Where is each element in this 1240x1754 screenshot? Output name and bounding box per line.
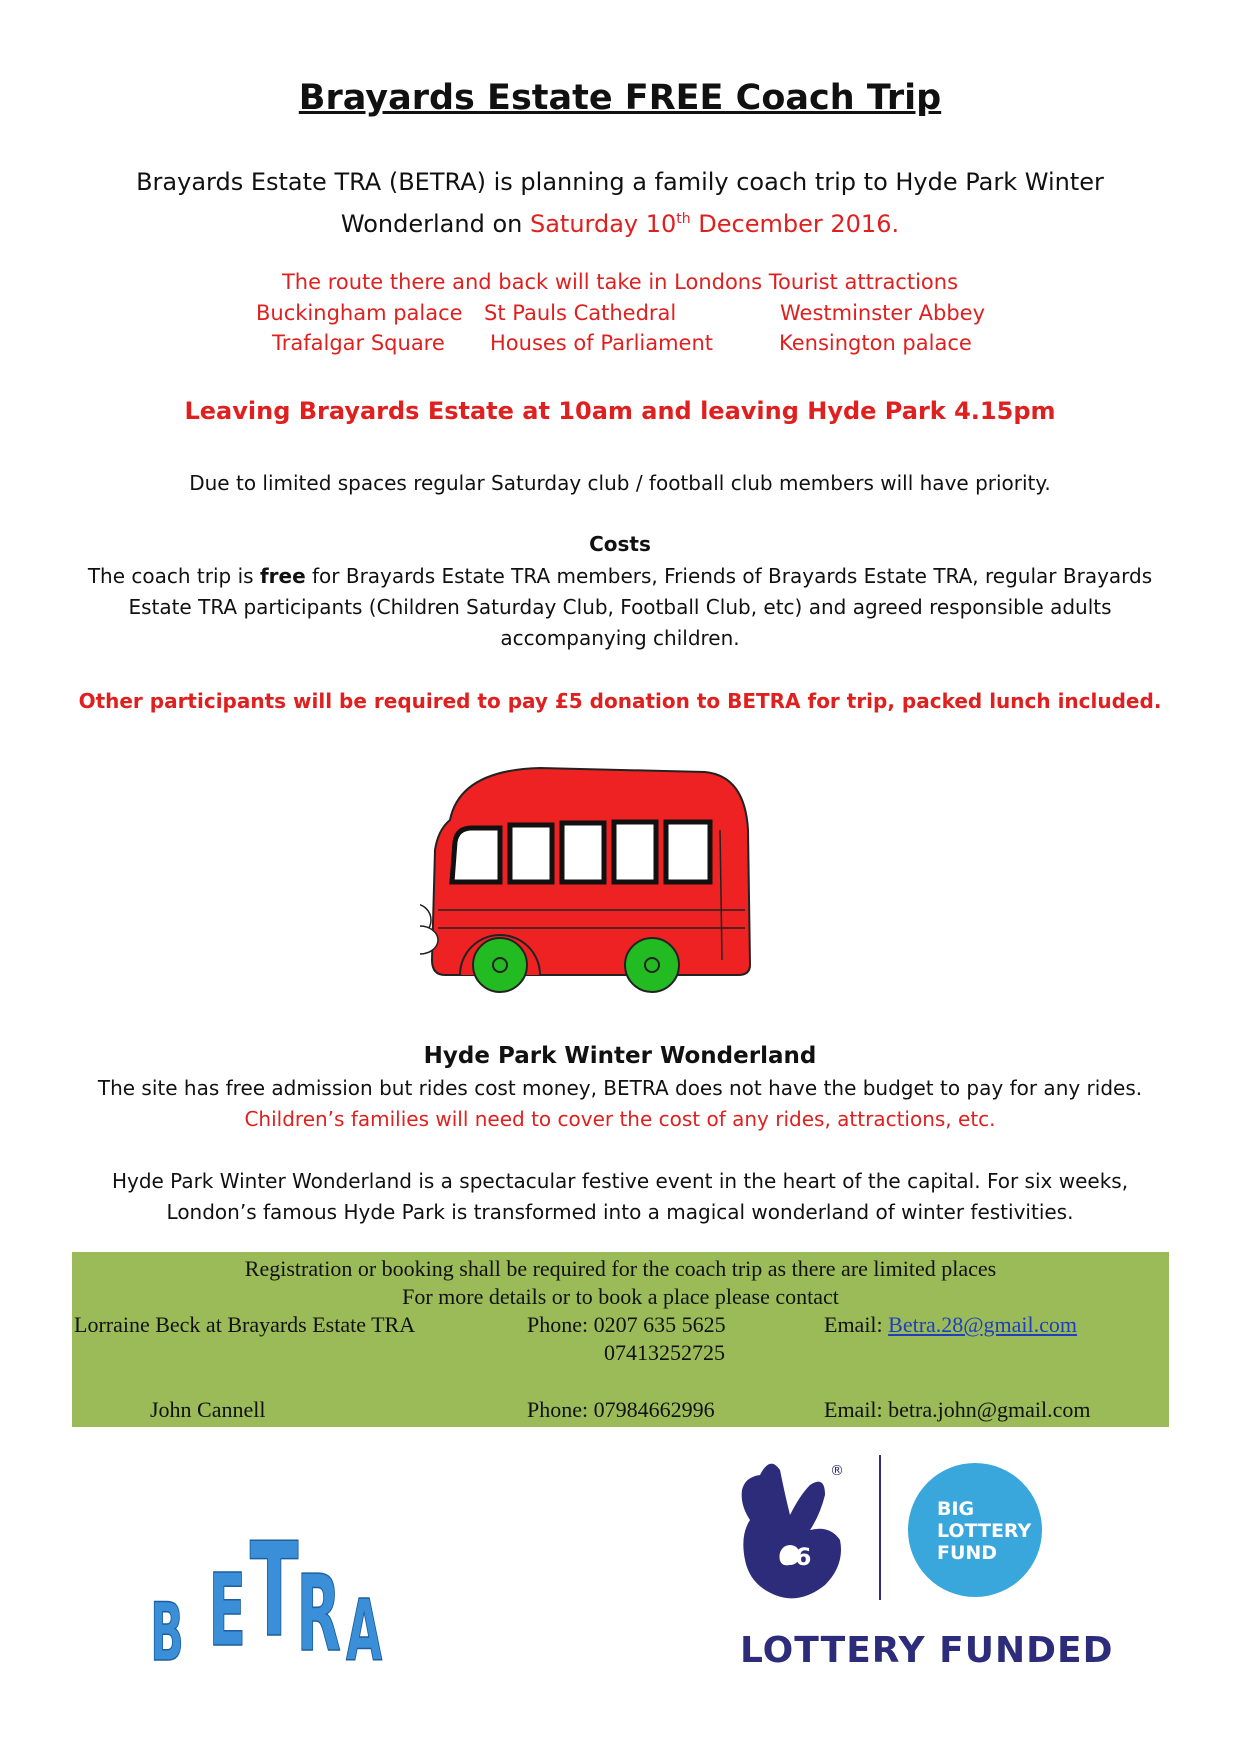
svg-text:T: T: [249, 1514, 299, 1666]
contact-intro: For more details or to book a place please contact: [402, 1284, 839, 1309]
email-link-betra28[interactable]: Betra.28@gmail.com: [888, 1312, 1078, 1337]
page-title: Brayards Estate FREE Coach Trip: [298, 78, 942, 118]
intro-paragraph: [0, 164, 1240, 243]
intro-line-2-prefix: Wonderland on: [340, 210, 530, 238]
trip-date-suffix: th: [676, 211, 691, 227]
hyde-park-rides-note: Children’s families will need to cover the cost of any rides, attractions, etc.: [244, 1107, 996, 1131]
costs-free: free: [259, 564, 306, 588]
svg-text:66: 66: [778, 1543, 812, 1571]
trip-date-rest: December 2016.: [690, 210, 900, 238]
contact-registration-note: Registration or booking shall be required for the coach trip as there are limited places: [244, 1256, 997, 1281]
bus-illustration: [420, 760, 820, 1010]
svg-text:FUND: FUND: [937, 1542, 998, 1564]
svg-text:A: A: [346, 1581, 383, 1670]
svg-text:BIG: BIG: [937, 1498, 975, 1520]
svg-text:LOTTERY: LOTTERY: [937, 1520, 1032, 1542]
attraction-kensington: Kensington palace: [779, 331, 972, 355]
costs-paragraph: [0, 561, 1240, 654]
costs-heading: Costs: [589, 532, 651, 556]
departure-times: Leaving Brayards Estate at 10am and leaving Hyde Park 4.15pm: [184, 397, 1056, 425]
route-heading: The route there and back will take in Londons Tourist attractions: [281, 270, 959, 294]
contact-phone-john: Phone: 07984662996: [527, 1397, 715, 1422]
contact-phone2-lorraine: 07413252725: [604, 1340, 725, 1365]
svg-text:E: E: [208, 1553, 247, 1670]
donation-note: Other participants will be required to pay £5 donation to BETRA for trip, packed lunch included.: [78, 689, 1162, 713]
costs-prefix: The coach trip is: [87, 564, 260, 588]
contact-email-lorraine: [824, 1312, 1077, 1338]
costs-rest: for Brayards Estate TRA members, Friends of Brayards Estate TRA, regular Brayards Estate TRA participants (Children Saturday Club, Football Club, etc) and agreed responsible adults accompanying children.: [128, 564, 1153, 650]
attraction-buckingham: Buckingham palace: [256, 301, 463, 325]
priority-note: Due to limited spaces regular Saturday club / football club members will have priority.: [189, 471, 1051, 495]
betra-logo: [148, 1470, 388, 1670]
attraction-st-pauls: St Pauls Cathedral: [484, 301, 677, 325]
contact-name-lorraine: Lorraine Beck at Brayards Estate TRA: [74, 1312, 416, 1337]
trip-date: [530, 210, 899, 238]
svg-text:R: R: [296, 1552, 341, 1670]
trip-date-day: Saturday 10: [529, 210, 677, 238]
hyde-park-heading: Hyde Park Winter Wonderland: [423, 1043, 817, 1069]
attraction-westminster: Westminster Abbey: [780, 301, 986, 325]
hyde-park-description: Hyde Park Winter Wonderland is a spectacular festive event in the heart of the capital. For six weeks, London’s famous Hyde Park is transformed into a magical wonderland of winter festivities.: [111, 1169, 1129, 1224]
lottery-logo: [730, 1455, 1060, 1625]
attraction-trafalgar: Trafalgar Square: [272, 331, 445, 355]
attraction-parliament: Houses of Parliament: [490, 331, 714, 355]
contact-email-john: Email: betra.john@gmail.com: [824, 1397, 1091, 1422]
intro-line-1: Brayards Estate TRA (BETRA) is planning a family coach trip to Hyde Park Winter: [136, 168, 1104, 196]
svg-text:B: B: [150, 1586, 184, 1670]
hyde-park-admission: The site has free admission but rides cost money, BETRA does not have the budget to pay for any rides.: [97, 1076, 1143, 1100]
contact-name-john: John Cannell: [150, 1397, 266, 1422]
contact-phone-lorraine: Phone: 0207 635 5625: [527, 1312, 726, 1337]
lottery-funded-label: LOTTERY FUNDED: [740, 1630, 1114, 1671]
intro-line-2: [0, 201, 1240, 243]
email-label: Email:: [824, 1312, 889, 1337]
svg-text:®: ®: [830, 1463, 844, 1479]
contact-box: [72, 1252, 1169, 1427]
